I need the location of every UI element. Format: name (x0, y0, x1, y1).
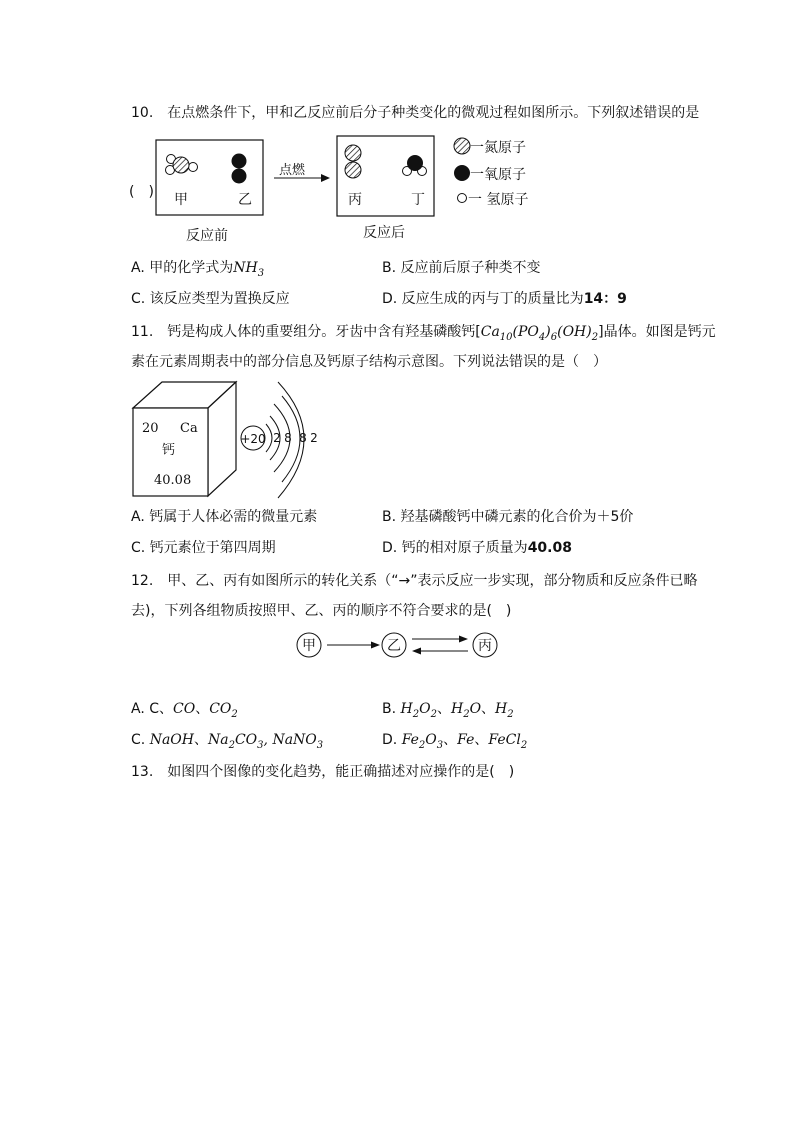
q12-conversion-diagram (294, 628, 504, 662)
q12-stem-line1: 12. 甲、乙、丙有如图所示的转化关系（“→”表示反应一步实现，部分物质和反应条件已略 (131, 573, 698, 589)
q10-option-d[interactable]: D. 反应生成的丙与丁的质量比为14：9 (382, 291, 627, 307)
q11-stem-line1: 11. 钙是构成人体的重要组分。牙齿中含有羟基磷酸钙$[Ca_{10}(PO_4)_6(OH)_2]$晶体。如图是钙元 (131, 324, 716, 343)
before-label: 反应前 (186, 228, 228, 244)
q10-paren: ( ) (129, 184, 154, 200)
arrow-jia-yi (371, 642, 380, 649)
label-bing: 丙 (348, 192, 362, 208)
q11-option-b[interactable]: B. 羟基磷酸钙中磷元素的化合价为＋5价 (382, 509, 634, 525)
svg-text:甲: 甲 (302, 638, 316, 654)
periodic-cell (133, 382, 236, 496)
legend-oxygen: 一氧原子 (470, 167, 526, 183)
shell-4: 2 (310, 431, 318, 445)
svg-text:丙: 丙 (478, 638, 492, 654)
q10-stem: 10. 在点燃条件下，甲和乙反应前后分子种类变化的微观过程如图所示。下列叙述错误的是 (131, 105, 700, 121)
cell-name: 钙 (162, 443, 176, 458)
svg-text:乙: 乙 (387, 638, 401, 654)
q11-stem-line2: 素在元素周期表中的部分信息及钙原子结构示意图。下列说法错误的是（ ） (131, 354, 607, 370)
q10-option-a[interactable]: A. 甲的化学式为$NH_3$ (131, 260, 265, 279)
q11-option-d[interactable]: D. 钙的相对原子质量为40.08 (382, 540, 572, 556)
nucleus-charge: +20 (240, 432, 266, 446)
reaction-arrow (321, 174, 330, 182)
q11-option-c[interactable]: C. 钙元素位于第四周期 (131, 540, 276, 556)
legend-hydrogen: 一 氢原子 (468, 192, 529, 208)
q12-stem-line2: 去)，下列各组物质按照甲、乙、丙的顺序不符合要求的是( ) (131, 603, 512, 619)
label-yi: 乙 (238, 192, 252, 208)
cell-symbol: Ca (180, 421, 198, 436)
q12-option-c[interactable]: C. NaOH、$Na_2CO_3$, NaNO$_3$ (131, 732, 324, 751)
label-jia: 甲 (174, 192, 188, 208)
arrow-bing-yi (412, 648, 421, 655)
shell-1: 2 (273, 431, 281, 445)
shell-2: 8 (284, 431, 292, 445)
q11-calcium-figure (130, 376, 330, 501)
after-label: 反应后 (363, 225, 405, 241)
q12-option-b[interactable]: B. $H_2O_2$、$H_2O$、$H_2$ (382, 701, 514, 720)
legend (454, 138, 528, 208)
cell-mass: 40.08 (154, 473, 192, 488)
arrow-label: 点燃 (278, 163, 306, 178)
q13-stem: 13. 如图四个图像的变化趋势，能正确描述对应操作的是( ) (131, 764, 515, 780)
arrow-yi-bing (459, 636, 468, 643)
cell-atomic-number: 20 (142, 421, 159, 436)
label-ding: 丁 (411, 192, 425, 208)
q11-option-a[interactable]: A. 钙属于人体必需的微量元素 (131, 509, 318, 525)
atom-structure (240, 382, 317, 498)
legend-nitrogen: 一氮原子 (470, 140, 526, 156)
q10-option-b[interactable]: B. 反应前后原子种类不变 (382, 260, 541, 276)
q12-option-d[interactable]: D. $Fe_2O_3$、Fe、FeCl$_2$ (382, 732, 528, 751)
q10-reaction-diagram (150, 132, 540, 248)
q10-option-c[interactable]: C. 该反应类型为置换反应 (131, 291, 290, 307)
shell-3: 8 (299, 431, 307, 445)
q12-option-a[interactable]: A. C、CO、$CO_2$ (131, 701, 238, 720)
